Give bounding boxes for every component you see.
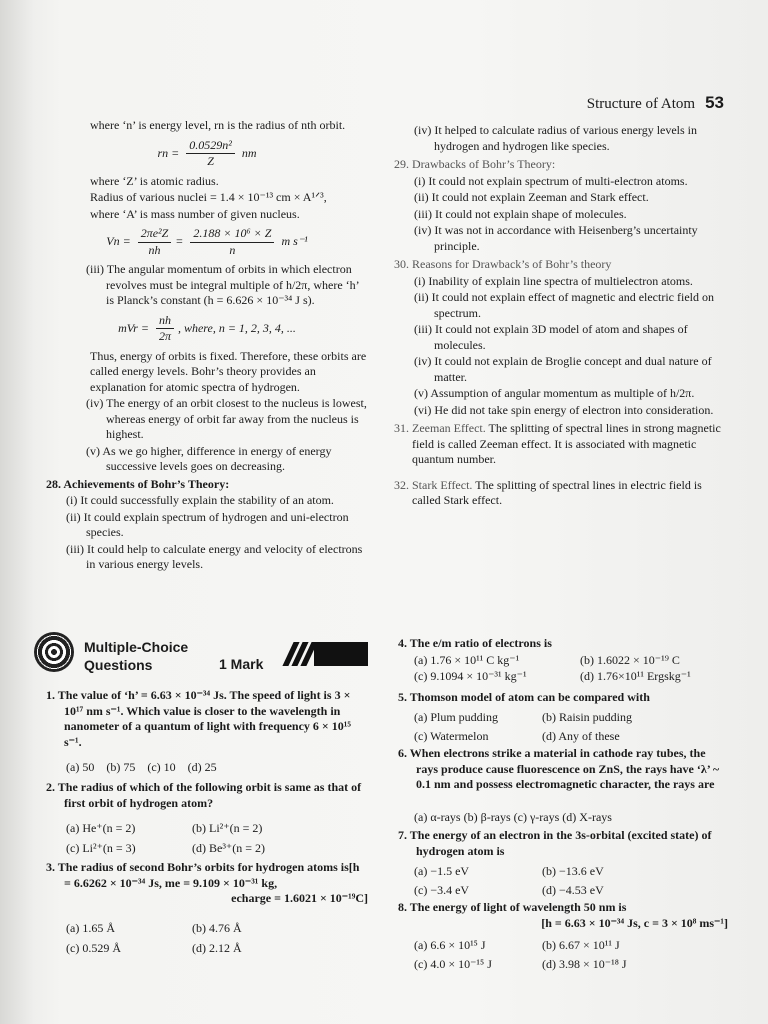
section-31: 31. Zeeman Effect. The splitting of spectral lines in strong magnetic field is called Zeeman effect. It is associated with magnetic quantum number. [394, 421, 721, 466]
left-column [46, 118, 368, 574]
text-line: where ‘n’ is energy level, rn is the radius of nth orbit. [90, 118, 346, 132]
equation-angular-momentum: mVr = $\frac{nh}{2\pi}$ , where, n = 1, 2, 3, 4, ... [118, 312, 296, 343]
reason-i: (i) Inability of explain line spectra of multielectron atoms. [414, 273, 693, 288]
section-heading-28: 28. Achievements of Bohr’s Theory: [46, 476, 230, 491]
drawback-iv: (iv) It was not in accordance with Heisenberg’s uncertainty principle. [414, 223, 698, 253]
mcq-title: Multiple-Choice Questions [84, 639, 189, 673]
section-32: 32. Stark Effect. The splitting of spectral lines in electric field is called Stark effect. [394, 477, 702, 507]
binding-shadow [0, 0, 34, 1024]
text-paragraph: Thus, energy of orbits is fixed. Therefore, these orbits are called energy levels. Bohr’s theory provides an explanation for atomic spectra of hydrogen. [90, 348, 367, 394]
text-line: where ‘Z’ is atomic radius. [90, 173, 219, 188]
question-6: 6. When electrons strike a material in cathode ray tubes, the rays produce cause fluorescence on ZnS, the rays have ‘λ’ ~ 0.1 nm and possess electromagnetic character, the rays are [398, 746, 720, 791]
postulate-v: (v) As we go higher, difference in energy of energy successive levels goes on decreasing. [86, 443, 332, 473]
text-line: where ‘A’ is mass number of given nucleus. [90, 206, 300, 221]
equation-radius: rn = $\frac{\text{0.0529n²}}{Z}$ nm [157, 137, 257, 168]
target-icon [34, 632, 74, 672]
question-2-options: (a) He⁺(n = 2) (b) Li²⁺(n = 2) (c) Li²⁺(n = 3) (d) Be³⁺(n = 2) [66, 821, 266, 855]
postulate-iv: (iv) The energy of an orbit closest to the nucleus is lowest, whereas energy of orbit far away from the nucleus is highest. [86, 396, 367, 441]
reason-v: (v) Assumption of angular momentum as multiple of h/2π. [414, 386, 695, 400]
question-4-options: (a) 1.76 × 10¹¹ C kg⁻¹ (b) 1.6022 × 10⁻¹⁹ C (c) 9.1094 × 10⁻³¹ kg⁻¹ (d) 1.76×10¹¹ Ergskg⁻¹ [414, 653, 691, 683]
mcq-header [34, 632, 368, 678]
question-7-options: (a) −1.5 eV (b) −13.6 eV (c) −3.4 eV (d) −4.53 eV [414, 864, 604, 897]
question-8: 8. The energy of light of wavelength 50 nm is [h = 6.63 × 10⁻³⁴ Js, c = 3 × 10⁸ ms⁻¹] [398, 900, 728, 930]
drawback-iii: (iii) It could not explain shape of molecules. [414, 206, 627, 221]
drawback-i: (i) It could not explain spectrum of multi-electron atoms. [414, 173, 688, 188]
question-5: 5. Thomson model of atom can be compared with [398, 690, 650, 704]
achievement-ii: (ii) It could explain spectrum of hydrogen and uni-electron species. [66, 509, 349, 539]
achievement-iii: (iii) It could help to calculate energy and velocity of electrons in various energy levels. [66, 541, 363, 571]
reason-iv: (iv) It could not explain de Broglie concept and dual nature of matter. [414, 354, 712, 384]
section-heading-29: 29. Drawbacks of Bohr’s Theory: [394, 157, 556, 171]
question-7: 7. The energy of an electron in the 3s-orbital (excited state) of hydrogen atom is [398, 828, 712, 858]
question-3-options: (a) 1.65 Å (b) 4.76 Å (c) 0.529 Å (d) 2.12 Å [66, 921, 242, 955]
question-5-options: (a) Plum pudding (b) Raisin pudding (c) Watermelon (d) Any of these [414, 710, 632, 743]
stripes-decoration [284, 642, 368, 666]
reason-ii: (ii) It could not explain effect of magnetic and electric field on spectrum. [414, 290, 714, 320]
question-8-options: (a) 6.6 × 10¹⁵ J (b) 6.67 × 10¹¹ J (c) 4.0 × 10⁻¹⁵ J (d) 3.98 × 10⁻¹⁸ J [414, 938, 627, 971]
running-header [587, 93, 724, 113]
question-3: 3. The radius of second Bohr’s orbits for hydrogen atoms is[h = 6.6262 × 10⁻³⁴ Js, me = 9.109 × 10⁻³¹ kg, echarge = 1.6021 × 10⁻¹⁹C] [46, 860, 368, 905]
reason-iii: (iii) It could not explain 3D model of atom and shapes of molecules. [414, 322, 688, 352]
page-number: 53 [705, 93, 724, 112]
question-6-options: (a) α-rays (b) β-rays (c) γ-rays (d) X-rays [414, 810, 612, 824]
right-column [394, 123, 722, 510]
question-1: 1. The value of ‘h’ = 6.63 × 10⁻³⁴ Js. The speed of light is 3 × 10¹⁷ nm s⁻¹. Which value is closer to the wavelength in nanometer of a quantum of light with frequency 6 × 10¹⁵ s⁻¹. [46, 688, 351, 749]
question-1-options: (a) 50 (b) 75 (c) 10 (d) 25 [66, 760, 217, 774]
text-line: Radius of various nuclei = 1.4 × 10⁻¹³ cm × A¹ᐟ³, [90, 190, 327, 204]
achievement-i: (i) It could successfully explain the stability of an atom. [66, 493, 334, 507]
question-2: 2. The radius of which of the following orbit is same as that of first orbit of hydrogen atom? [46, 780, 362, 810]
mark-label: 1 Mark [219, 656, 264, 672]
postulate-iii: (iii) The angular momentum of orbits in which electron revolves must be integral multiple of h/2π, where ‘h’ is Planck’s constant (h = 6.626 × 10⁻³⁴ J s). [86, 262, 359, 307]
equation-velocity: Vn = $\frac{\text{2πe²Z}}{nh}$ = $\frac{\text{2.188 × 10⁶ × Z}}{n}$ m s⁻¹ [106, 226, 308, 257]
chapter-title: Structure of Atom [586, 96, 696, 112]
drawback-ii: (ii) It could not explain Zeeman and Stark effect. [414, 190, 649, 204]
list-item: (iv) It helped to calculate radius of various energy levels in hydrogen and hydrogen like species. [414, 123, 698, 153]
question-4: 4. The e/m ratio of electrons is [398, 636, 552, 650]
reason-vi: (vi) He did not take spin energy of electron into consideration. [414, 402, 714, 417]
section-heading-30: 30. Reasons for Drawback’s of Bohr’s theory [394, 257, 612, 271]
